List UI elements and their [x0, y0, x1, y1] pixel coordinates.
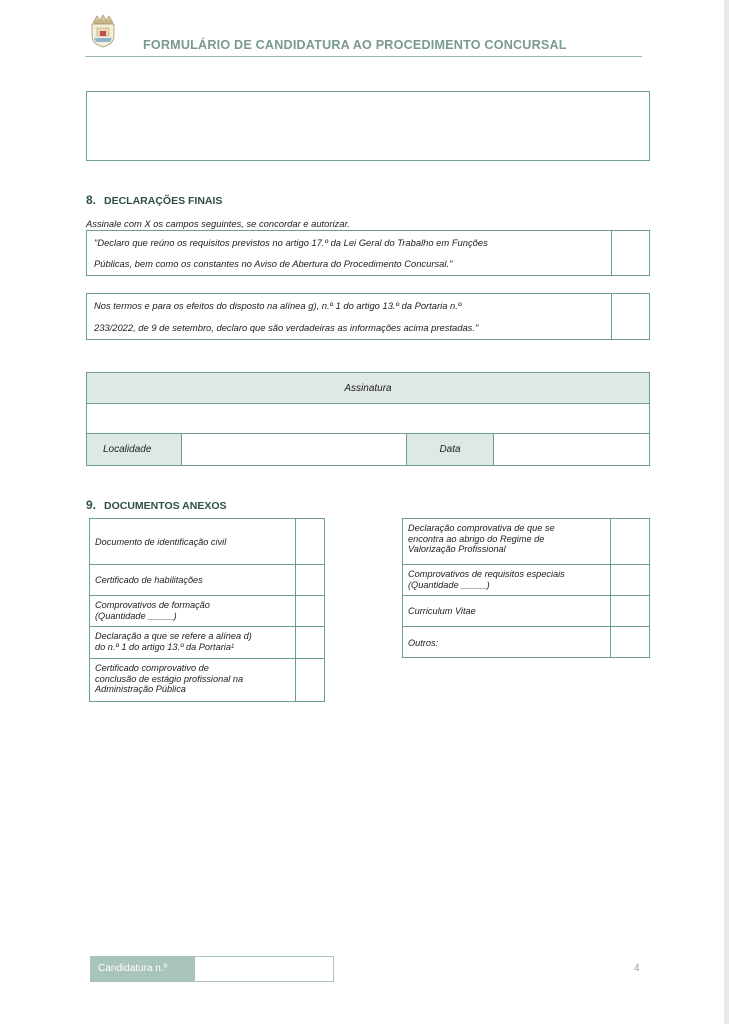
application-number-field[interactable]: [194, 956, 334, 982]
document-row: [403, 564, 649, 596]
locality-label: Localidade: [87, 434, 182, 465]
document-label: Certificado comprovativo de conclusão de estágio profissional na Administração Pública: [95, 663, 244, 694]
document-row: [90, 626, 324, 659]
document-row: [90, 658, 324, 702]
document-checkbox[interactable]: [610, 627, 649, 658]
document-row: [403, 626, 649, 658]
section-8-instruction: Assinale com X os campos seguintes, se concordar e autorizar.: [86, 218, 350, 229]
document-row: [403, 595, 649, 627]
declaration-1-checkbox[interactable]: [611, 231, 649, 275]
declaration-row-2: [86, 293, 650, 340]
signature-header: Assinatura: [87, 373, 649, 404]
section-8-number: 8.: [86, 193, 97, 207]
section-9-title: DOCUMENTOS ANEXOS: [104, 500, 227, 512]
section-8-title: DECLARAÇÕES FINAIS: [104, 195, 223, 207]
declaration-2-line-2: 233/2022, de 9 de setembro, declaro que são verdadeiras as informações acima prestadas.": [94, 322, 479, 333]
section-9-number: 9.: [86, 498, 97, 512]
document-label: Curriculum Vitae: [408, 606, 476, 616]
signature-field[interactable]: [87, 404, 649, 433]
form-title: FORMULÁRIO DE CANDIDATURA AO PROCEDIMENTO CONCURSAL: [143, 38, 567, 52]
previous-section-text-box[interactable]: [86, 91, 650, 161]
locality-field[interactable]: [182, 434, 407, 465]
document-checkbox[interactable]: [610, 519, 649, 565]
application-number-label: Candidatura n.º: [90, 956, 194, 982]
document-checkbox[interactable]: [610, 565, 649, 596]
declaration-2-line-1: Nos termos e para os efeitos do disposto na alínea g), n.º 1 do artigo 13.º da Portaria n.º: [94, 300, 462, 311]
document-checkbox[interactable]: [295, 627, 324, 659]
document-checkbox[interactable]: [295, 596, 324, 627]
document-label: Certificado de habilitações: [95, 575, 203, 585]
document-row: [90, 564, 324, 596]
footnote-marker: 1: [230, 643, 235, 650]
document-label: Documento de identificação civil: [95, 537, 227, 547]
documents-table-left: [89, 518, 325, 702]
document-label: [95, 631, 252, 652]
section-8-heading: [86, 193, 222, 207]
date-label: Data: [407, 434, 494, 465]
declaration-1-line-1: "Declaro que reúno os requisitos previstos no artigo 17.º da Lei Geral do Trabalho em Funções: [94, 237, 488, 248]
declaration-row-1: [86, 230, 650, 276]
document-row: [403, 519, 649, 565]
document-row: [90, 519, 324, 565]
declaration-2-checkbox[interactable]: [611, 294, 649, 339]
document-checkbox[interactable]: [295, 565, 324, 596]
documents-table-right: [402, 518, 650, 658]
page-number: 4: [634, 963, 640, 974]
document-row: [90, 595, 324, 627]
municipal-crest-icon: [88, 12, 118, 48]
date-field[interactable]: [494, 434, 649, 465]
locality-date-row: [87, 433, 649, 465]
declaration-1-line-2: Públicas, bem como os constantes no Aviso de Abertura do Procedimento Concursal.": [94, 258, 453, 269]
document-checkbox[interactable]: [610, 596, 649, 627]
signature-block: [86, 372, 650, 466]
page-edge: [724, 0, 729, 1024]
document-label-text: Declaração a que se refere a alínea d) do n.º 1 do artigo 13.º da Portaria: [95, 631, 252, 652]
document-checkbox[interactable]: [295, 519, 324, 565]
document-label: Comprovativos de formação (Quantidade _____): [95, 600, 210, 621]
document-label: Outros:: [408, 638, 439, 648]
document-checkbox[interactable]: [295, 659, 324, 702]
document-label: Declaração comprovativa de que se encontra ao abrigo do Regime de Valorização Profissional: [408, 523, 555, 554]
section-9-heading: [86, 498, 227, 512]
document-label: Comprovativos de requisitos especiais (Quantidade _____): [408, 569, 565, 590]
header-divider: [85, 56, 642, 57]
